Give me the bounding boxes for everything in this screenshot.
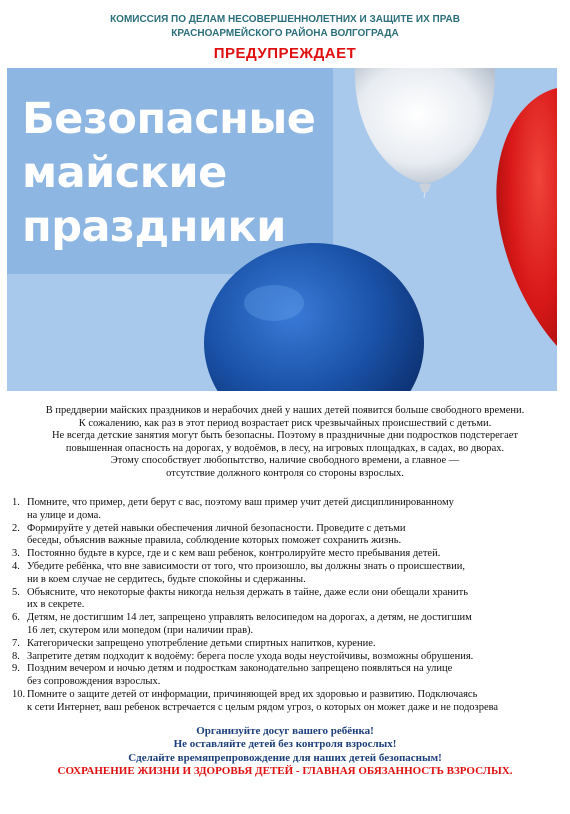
appeal-line-4: СОХРАНЕНИЕ ЖИЗНИ И ЗДОРОВЬЯ ДЕТЕЙ - ГЛАВНАЯ ОБЯЗАННОСТЬ ВЗРОСЛЫХ. bbox=[57, 764, 513, 777]
rule-item bbox=[12, 548, 568, 561]
rule-text: ни в коем случае не сердитесь, будьте спокойны и сдержанны. bbox=[27, 573, 306, 585]
commission-header bbox=[0, 13, 570, 41]
rule-number: 3. bbox=[12, 548, 20, 560]
rule-text: Поздним вечером и ночью детям и подросткам законодательно запрещено появляться на улице bbox=[27, 663, 453, 675]
banner-title-line-1: Безопасные bbox=[22, 94, 316, 144]
rule-text: беседы, объяснив важные правила, соблюдение которых поможет сохранить жизнь. bbox=[27, 535, 402, 547]
blue-balloon-image bbox=[192, 233, 432, 391]
appeal-line-2: Не оставляйте детей без контроля взрослых! bbox=[173, 738, 397, 751]
rule-number: 5. bbox=[12, 586, 20, 598]
appeal-line-1: Организуйте досуг вашего ребёнка! bbox=[196, 725, 374, 737]
white-balloon-image bbox=[345, 68, 505, 198]
rule-item bbox=[12, 497, 568, 523]
rule-number: 7. bbox=[12, 637, 20, 649]
red-balloon-image bbox=[487, 88, 557, 348]
rule-number: 6. bbox=[12, 612, 20, 624]
rule-number: 4. bbox=[12, 560, 20, 572]
rule-number: 1. bbox=[12, 497, 20, 508]
banner-title-line-2: майские bbox=[22, 148, 227, 198]
intro-paragraph bbox=[0, 405, 570, 481]
rule-item bbox=[12, 638, 568, 651]
intro-line: К сожалению, как раз в этот период возрастает риск чрезвычайных происшествий с детьми. bbox=[78, 417, 492, 429]
rule-text: к сети Интернет, ваш ребенок встречается с целым рядом угроз, о которых он может даже и не подозрева bbox=[27, 701, 499, 713]
header-line-1: КОМИССИЯ ПО ДЕЛАМ НЕСОВЕРШЕННОЛЕТНИХ И ЗАЩИТЕ ИХ ПРАВ bbox=[110, 14, 460, 25]
rule-text: Помните, что пример, дети берут с вас, поэтому ваш пример учит детей дисциплинированному bbox=[27, 497, 454, 508]
rule-item bbox=[12, 612, 568, 638]
rule-text: без сопровождения взрослых. bbox=[27, 676, 161, 688]
rule-number: 9. bbox=[12, 663, 20, 675]
rule-text: Категорически запрещено употребление детьми спиртных напитков, курение. bbox=[27, 637, 376, 649]
rule-text: их в секрете. bbox=[27, 599, 85, 611]
rule-text: Помните о защите детей от информации, причиняющей вред их здоровью и развитию. Подключаясь bbox=[27, 688, 478, 700]
rule-text: Формируйте у детей навыки обеспечения личной безопасности. Проведите с детьми bbox=[27, 522, 406, 534]
banner-title-line-3: праздники bbox=[22, 202, 286, 252]
intro-line: В преддверии майских праздников и нерабочих дней у наших детей появится больше свободного времени. bbox=[45, 405, 525, 416]
intro-line: отсутствие должного контроля со стороны взрослых. bbox=[166, 467, 404, 479]
intro-line: Не всегда детские занятия могут быть безопасны. Поэтому в праздничные дни подростков подстерегает bbox=[51, 430, 519, 442]
banner-title bbox=[22, 92, 362, 254]
rule-text: 16 лет, скутером или мопедом (при наличии прав). bbox=[27, 624, 254, 636]
rule-text: Постоянно будьте в курсе, где и с кем ваш ребенок, контролируйте место пребывания детей. bbox=[27, 548, 441, 560]
rule-item bbox=[12, 663, 568, 689]
rule-text: на улице и дома. bbox=[27, 509, 101, 521]
rule-text: Объясните, что некоторые факты никогда нельзя держать в тайне, даже если они обещали хранить bbox=[27, 586, 469, 598]
rule-item bbox=[12, 689, 568, 715]
appeal-line-3: Сделайте времяпрепровождение для наших детей безопасным! bbox=[128, 751, 442, 764]
header-line-2: КРАСНОАРМЕЙСКОГО РАЙОНА ВОЛГОГРАДА bbox=[171, 28, 399, 39]
closing-appeals bbox=[0, 725, 570, 778]
intro-line: Этому способствует любопытство, наличие свободного времени, а главное — bbox=[110, 455, 460, 467]
rule-item bbox=[12, 561, 568, 587]
warning-heading: ПРЕДУПРЕЖДАЕТ bbox=[213, 45, 357, 62]
safety-rules-list bbox=[12, 497, 568, 715]
holiday-banner bbox=[7, 68, 557, 391]
rule-item bbox=[12, 587, 568, 613]
rule-text: Детям, не достигшим 14 лет, запрещено управлять велосипедом на дорогах, а детям, не достигшим bbox=[27, 612, 472, 624]
rule-number: 10. bbox=[12, 688, 26, 700]
rule-item bbox=[12, 523, 568, 549]
intro-line: повышенная опасность на дорогах, у водоёмов, в лесу, на игровых площадках, в садах, во дворах. bbox=[65, 442, 505, 454]
rule-text: Запретите детям подходит к водоёму: берега после ухода воды неустойчивы, возможны обрушения. bbox=[27, 650, 474, 662]
rule-number: 8. bbox=[12, 650, 20, 662]
rule-number: 2. bbox=[12, 522, 20, 534]
rule-text: Убедите ребёнка, что вне зависимости от того, что произошло, вы должны знать о происшествии, bbox=[27, 560, 465, 572]
rule-item bbox=[12, 651, 568, 664]
